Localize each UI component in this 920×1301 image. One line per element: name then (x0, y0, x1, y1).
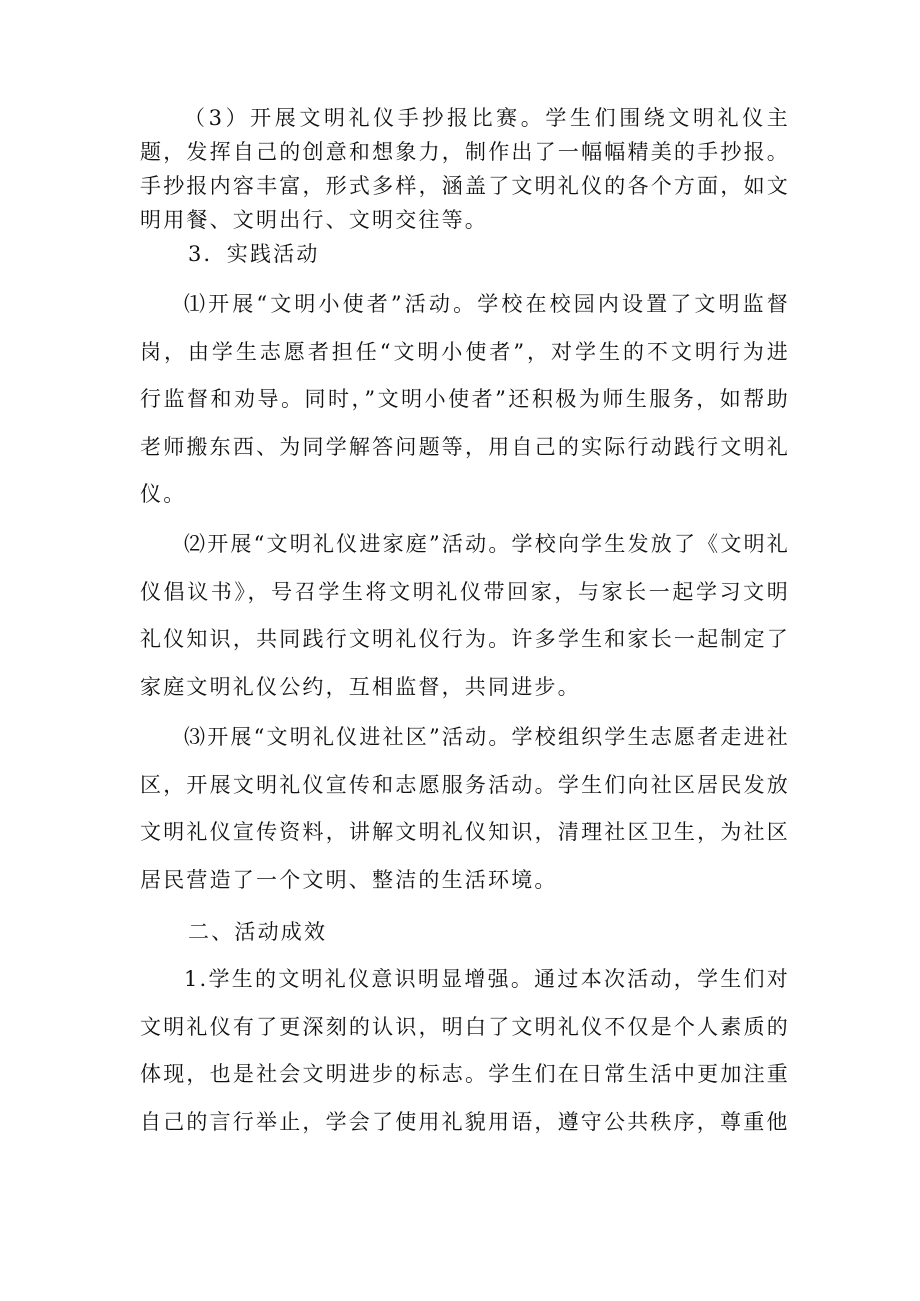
paragraph-etiquette-into-family: ⑵开展“文明礼仪进家庭”活动。学校向学生发放了《文明礼仪倡议书》，号召学生将文明礼仪带回家，与家长一起学习文明礼仪知识，共同践行文明礼仪行为。许多学生和家长一起制定了家庭文明礼仪公约，互相监督，共同进步。 (140, 532, 790, 699)
paragraph-awareness-improved: 1.学生的文明礼仪意识明显增强。通过本次活动，学生们对文明礼仪有了更深刻的认识，明白了文明礼仪不仅是个人素质的体现，也是社会文明进步的标志。学生们在日常生活中更加注重自己的言行举止，学会了使用礼貌用语，遵守公共秩序，尊重他 (140, 967, 790, 1134)
paragraph-little-ambassador-activity: ⑴开展“文明小使者”活动。学校在校园内设置了文明监督岗，由学生志愿者担任“文明小使者”，对学生的不文明行为进行监督和劝导。同时，”文明小使者”还积极为师生服务，如帮助老师搬东西、为同学解答问题等，用自己的实际行动践行文明礼仪。 (140, 292, 790, 506)
paragraph-handwritten-newspaper-contest: （3）开展文明礼仪手抄报比赛。学生们围绕文明礼仪主题，发挥自己的创意和想象力，制作出了一幅幅精美的手抄报。手抄报内容丰富，形式多样，涵盖了文明礼仪的各个方面，如文明用餐、文明出行、文明交往等。 (140, 106, 790, 232)
paragraph-etiquette-into-community: ⑶开展“文明礼仪进社区”活动。学校组织学生志愿者走进社区，开展文明礼仪宣传和志愿服务活动。学生们向社区居民发放文明礼仪宣传资料，讲解文明礼仪知识，清理社区卫生，为社区居民营造了一个文明、整洁的生活环境。 (140, 725, 790, 892)
section-heading-practice-activities: 3．实践活动 (188, 242, 320, 266)
section-heading-activity-results: 二、活动成效 (188, 920, 328, 944)
